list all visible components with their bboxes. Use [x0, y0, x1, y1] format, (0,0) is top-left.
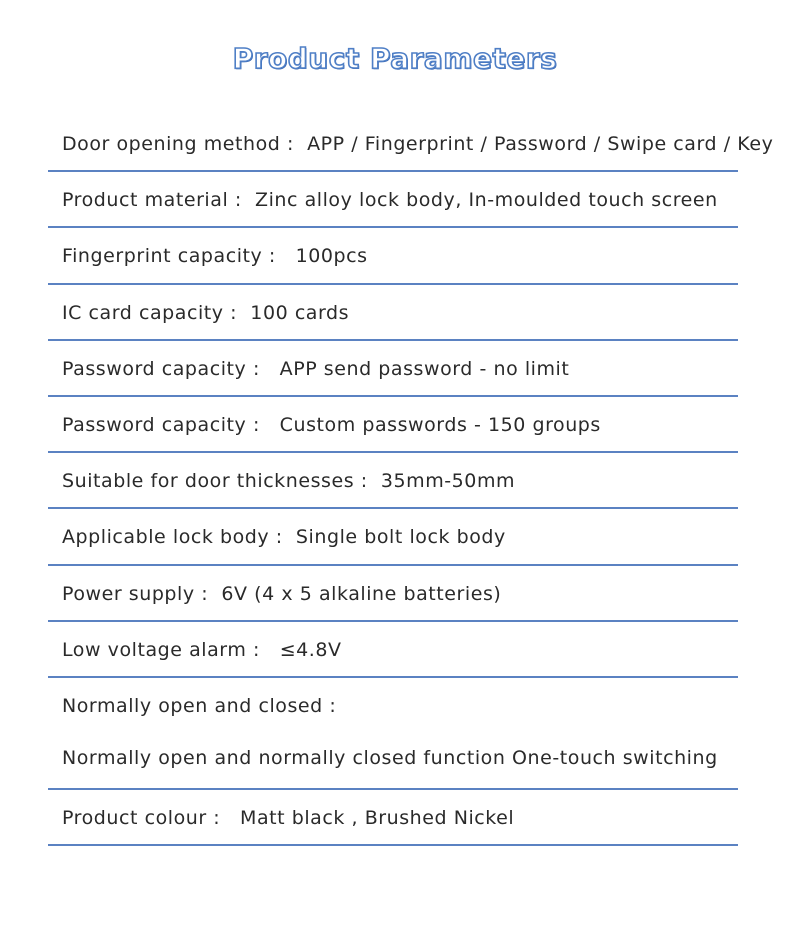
param-text: Password capacity : APP send password - no limit: [62, 357, 570, 380]
param-text: Low voltage alarm : ≤4.8V: [62, 638, 342, 661]
param-text: Fingerprint capacity : 100pcs: [62, 245, 368, 268]
param-text: Suitable for door thicknesses : 35mm-50mm: [62, 470, 516, 493]
param-row-product-material: [48, 172, 738, 228]
param-row-low-voltage-alarm: [48, 622, 738, 678]
param-text: IC card capacity : 100 cards: [62, 301, 350, 324]
param-row-password-capacity-app: [48, 341, 738, 397]
param-text: Product colour : Matt black , Brushed Nickel: [62, 807, 515, 830]
param-row-door-opening-method: [48, 116, 774, 172]
param-row-power-supply: [48, 566, 738, 622]
param-row-normally-open-closed: [48, 678, 738, 790]
param-row-door-thickness: [48, 453, 738, 509]
param-text: Power supply : 6V (4 x 5 alkaline batteries): [62, 582, 502, 605]
param-text: Door opening method : APP / Fingerprint / Password / Swipe card / Key: [62, 133, 774, 156]
param-text: Password capacity : Custom passwords - 150 groups: [62, 414, 601, 437]
param-row-ic-card-capacity: [48, 285, 738, 341]
param-row-fingerprint-capacity: [48, 228, 738, 284]
parameters-table: [48, 116, 774, 846]
param-text: Applicable lock body : Single bolt lock body: [62, 526, 506, 549]
page-title: Product Parameters: [232, 42, 558, 75]
param-row-password-capacity-custom: [48, 397, 738, 453]
param-text-detail: Normally open and normally closed function One-touch switching: [62, 747, 718, 770]
param-text: Product material : Zinc alloy lock body, In-moulded touch screen: [62, 189, 718, 212]
param-row-product-colour: [48, 790, 738, 846]
param-row-lock-body: [48, 509, 738, 565]
param-text: Normally open and closed :: [62, 694, 337, 717]
